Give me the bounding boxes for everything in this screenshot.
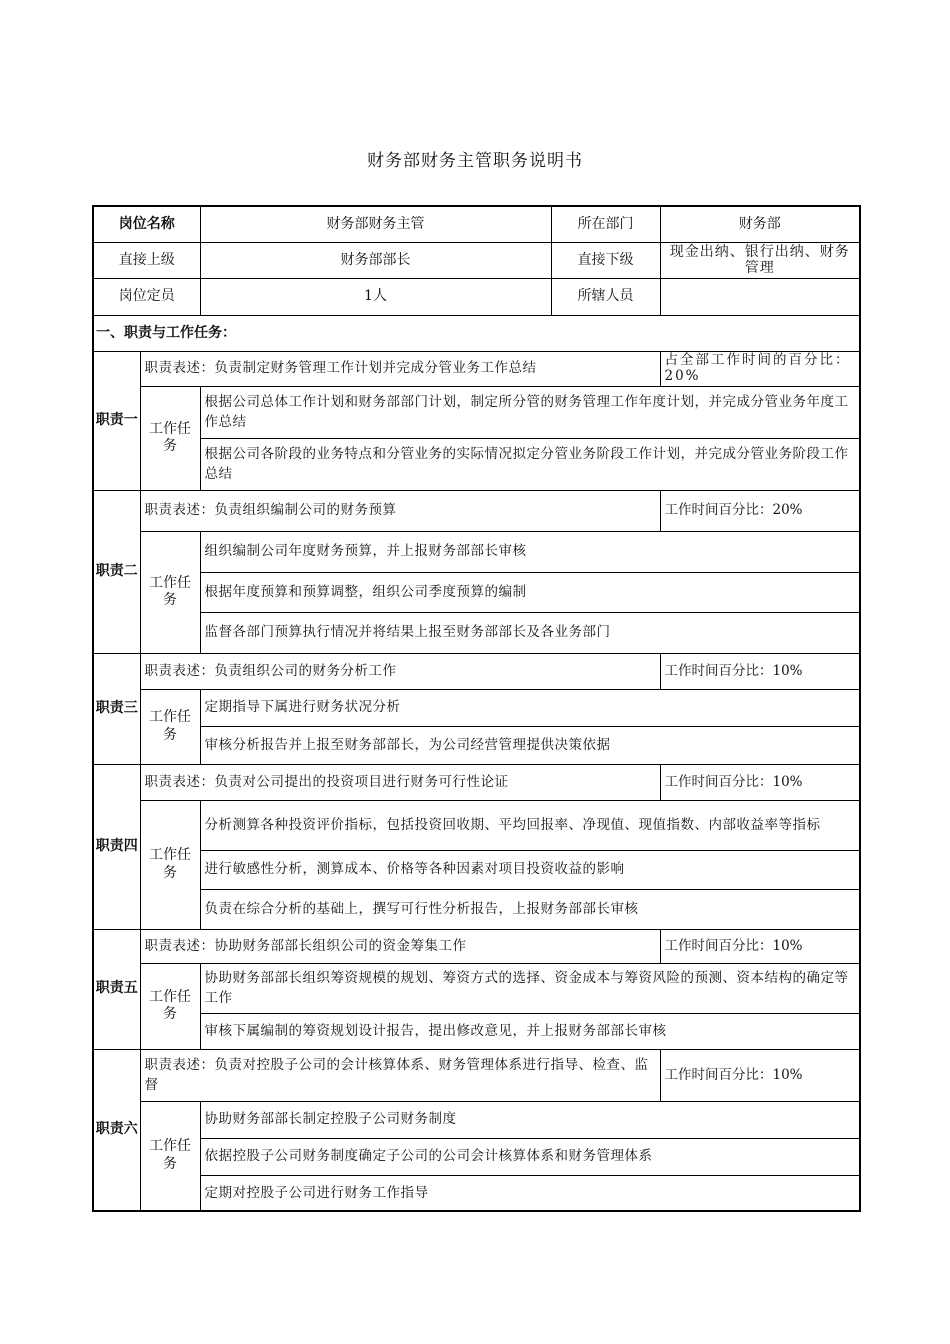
task-label: 工作任务	[140, 531, 200, 653]
task-item: 审核下属编制的筹资规划设计报告，提出修改意见，并上报财务部部长审核	[200, 1013, 860, 1049]
document-title: 财务部财务主管职务说明书	[367, 151, 583, 171]
job-description-table	[92, 205, 859, 1212]
duty-time-percent: 工作时间百分比：10%	[660, 1049, 860, 1101]
task-label: 工作任务	[140, 963, 200, 1049]
task-item: 分析测算各种投资评价指标，包括投资回收期、平均回报率、净现值、现值指数、内部收益率等指标	[200, 800, 860, 850]
task-item: 定期指导下属进行财务状况分析	[200, 689, 860, 726]
duty-label: 职责一	[93, 351, 140, 490]
duty-time-percent: 工作时间百分比：10%	[660, 653, 860, 689]
duty-label: 职责六	[93, 1049, 140, 1211]
task-label: 工作任务	[140, 386, 200, 490]
task-label: 工作任务	[140, 689, 200, 764]
subordinate-value: 现金出纳、银行出纳、财务管理	[660, 242, 860, 278]
dept-value: 财务部	[660, 206, 860, 242]
duty-description: 职责表述：协助财务部部长组织公司的资金筹集工作	[140, 929, 660, 963]
task-item: 组织编制公司年度财务预算，并上报财务部部长审核	[200, 531, 860, 572]
managed-label: 所辖人员	[551, 278, 660, 315]
duty-label: 职责五	[93, 929, 140, 1049]
superior-value: 财务部部长	[200, 242, 551, 278]
task-label: 工作任务	[140, 1101, 200, 1211]
task-item: 根据公司各阶段的业务特点和分管业务的实际情况拟定分管业务阶段工作计划，并完成分管业务阶段工作总结	[200, 438, 860, 490]
task-item: 根据年度预算和预算调整，组织公司季度预算的编制	[200, 572, 860, 612]
duty-description: 职责表述：负责对公司提出的投资项目进行财务可行性论证	[140, 764, 660, 800]
managed-value	[660, 278, 860, 315]
duty-label: 职责三	[93, 653, 140, 764]
task-item: 根据公司总体工作计划和财务部部门计划，制定所分管的财务管理工作年度计划，并完成分管业务年度工作总结	[200, 386, 860, 438]
duty-time-percent: 工作时间百分比：10%	[660, 764, 860, 800]
task-item: 监督各部门预算执行情况并将结果上报至财务部部长及各业务部门	[200, 612, 860, 653]
task-item: 进行敏感性分析，测算成本、价格等各种因素对项目投资收益的影响	[200, 850, 860, 889]
dept-label: 所在部门	[551, 206, 660, 242]
duty-description: 职责表述：负责组织编制公司的财务预算	[140, 490, 660, 531]
task-item: 协助财务部部长组织筹资规模的规划、筹资方式的选择、资金成本与筹资风险的预测、资本结构的确定等工作	[200, 963, 860, 1013]
headcount-label: 岗位定员	[93, 278, 200, 315]
duty-description: 职责表述：负责组织公司的财务分析工作	[140, 653, 660, 689]
duty-time-percent: 工作时间百分比：10%	[660, 929, 860, 963]
section-title: 一、职责与工作任务：	[93, 315, 860, 351]
task-item: 依据控股子公司财务制度确定子公司的公司会计核算体系和财务管理体系	[200, 1138, 860, 1175]
duty-description: 职责表述：负责制定财务管理工作计划并完成分管业务工作总结	[140, 351, 660, 386]
position-label: 岗位名称	[93, 206, 200, 242]
duty-label: 职责四	[93, 764, 140, 929]
subordinate-label: 直接下级	[551, 242, 660, 278]
task-item: 审核分析报告并上报至财务部部长，为公司经营管理提供决策依据	[200, 726, 860, 764]
task-label: 工作任务	[140, 800, 200, 929]
duty-time-percent: 占全部工作时间的百分比：20%	[660, 351, 860, 386]
task-item: 负责在综合分析的基础上，撰写可行性分析报告，上报财务部部长审核	[200, 889, 860, 929]
duty-time-percent: 工作时间百分比：20%	[660, 490, 860, 531]
position-value: 财务部财务主管	[200, 206, 551, 242]
task-item: 协助财务部部长制定控股子公司财务制度	[200, 1101, 860, 1138]
duty-label: 职责二	[93, 490, 140, 653]
superior-label: 直接上级	[93, 242, 200, 278]
headcount-value: 1人	[200, 278, 551, 315]
duty-description: 职责表述：负责对控股子公司的会计核算体系、财务管理体系进行指导、检查、监督	[140, 1049, 660, 1101]
task-item: 定期对控股子公司进行财务工作指导	[200, 1175, 860, 1211]
